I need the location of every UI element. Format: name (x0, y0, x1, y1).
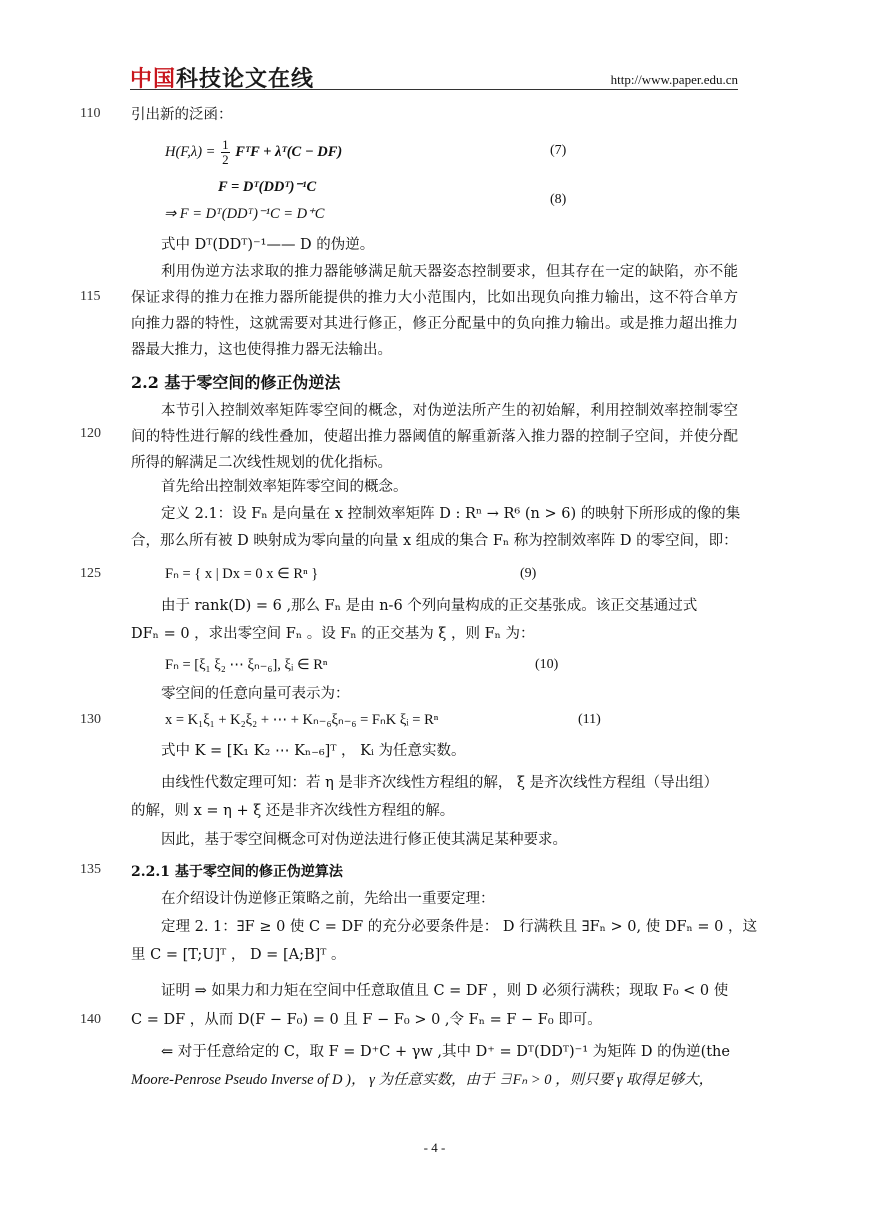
any-vector-text: 零空间的任意向量可表示为： (161, 686, 350, 702)
page-number: - 4 - (423, 1140, 446, 1155)
converse-line1: ⇐ 对于任意给定的 C，取 F = D⁺C + γw ,其中 D⁺ = Dᵀ(DDᵀ)⁻¹ 为矩阵 D 的伪逆(the (161, 1044, 730, 1060)
equation-9: Fₙ = { x | Dx = 0 x ∈ Rⁿ } (165, 566, 319, 582)
linear-algebra-line2: 的解，则 x = η + ξ 还是非齐次线性方程组的解。 (131, 803, 455, 819)
line-number: 120 (80, 426, 101, 441)
eq7-frac-num: 1 (222, 137, 229, 152)
equation-number-10: (10) (535, 657, 559, 672)
proof-line1: 证明 ⇒ 如果力和力矩在空间中任意取值且 C = DF ，则 D 必须行满秩；现取 F₀ < 0 使 (161, 983, 729, 999)
equation-number-7: (7) (550, 143, 567, 158)
theorem-2-1-line1: 定理 2. 1：∃F ≥ 0 使 C = DF 的充分必要条件是： D 行满秩且 ∃Fₙ > 0, 使 DFₙ = 0 ，这 (161, 919, 758, 935)
pseudo-inverse-note: 式中 Dᵀ(DDᵀ)⁻¹—— D 的伪逆。 (161, 237, 375, 253)
theorem-2-1-line2: 里 C = [T;U]ᵀ ， D = [A;B]ᵀ 。 (131, 947, 346, 963)
equation-11: x = K₁ξ₁ + K₂ξ₂ + ⋯ + Kₙ₋₆ξₙ₋₆ = FₙK ξᵢ = Rⁿ (165, 712, 439, 728)
definition-2-1-line1: 定义 2.1：设 Fₙ 是向量在 x 控制效率矩阵 D : Rⁿ → R⁶ (n > 6) 的映射下所形成的像的集 (161, 506, 741, 522)
rank-line2: DFₙ = 0 ，求出零空间 Fₙ 。设 Fₙ 的正交基为 ξ ，则 Fₙ 为： (131, 626, 535, 642)
linear-algebra-line1: 由线性代数定理可知：若 η 是非齐次线性方程组的解， ξ 是齐次线性方程组（导出组） (161, 775, 719, 791)
logo-dark-text: 科技论文在线 (176, 67, 315, 92)
equation-10: Fₙ = [ξ₁ ξ₂ ⋯ ξₙ₋₆], ξᵢ ∈ Rⁿ (165, 657, 328, 673)
equation-number-11: (11) (578, 712, 601, 727)
equation-number-8: (8) (550, 192, 567, 207)
proof-line2: C = DF ，从而 D(F − F₀) = 0 且 F − F₀ > 0 ,令 Fₙ = F − F₀ 即可。 (131, 1012, 602, 1028)
line-number: 140 (80, 1012, 101, 1027)
section-heading-2-2: 2.2 基于零空间的修正伪逆法 (131, 373, 341, 392)
subsection-heading-2-2-1: 2.2.1 基于零空间的修正伪逆算法 (131, 864, 343, 880)
eq7-rhs: FᵀF + λᵀ(C − DF) (235, 143, 343, 160)
before-theorem-text: 在介绍设计伪逆修正策略之前，先给出一重要定理： (161, 891, 495, 907)
converse-line2: Moore-Penrose Pseudo Inverse of D )， γ 为任意实数，由于 ∃Fₙ > 0 ，则只要 γ 取得足够大， (131, 1072, 714, 1088)
rank-line1: 由于 rank(D) = 6 ,那么 Fₙ 是由 n-6 个列向量构成的正交基张成。该正交基通过式 (161, 598, 698, 614)
header-url[interactable]: http://www.paper.edu.cn (610, 72, 738, 87)
equation-7 (165, 138, 342, 167)
paragraph-pseudo-inverse-limits: 利用伪逆方法求取的推力器能够满足航天器姿态控制要求，但其存在一定的缺陷，亦不能保证求得的推力在推力器所能提供的推力大小范围内，比如出现负向推力输出，这不符合单方向推力器的特性，这就需要对其进行修正，修正分配量中的负向推力输出。或是推力超出推力器最大推力，这也使得推力器无法输出。 (131, 264, 738, 358)
line-number: 125 (80, 566, 101, 581)
line-number: 130 (80, 712, 101, 727)
therefore-text: 因此，基于零空间概念可对伪逆法进行修正使其满足某种要求。 (161, 832, 567, 848)
logo-red-text: 中国 (130, 67, 177, 92)
equation-8a: F = Dᵀ(DDᵀ)⁻¹C (218, 179, 317, 195)
equation-number-9: (9) (520, 566, 537, 581)
line-number: 110 (80, 106, 101, 121)
eq7-frac-den: 2 (222, 152, 229, 167)
eq7-fraction (221, 138, 230, 167)
line-number: 135 (80, 862, 101, 877)
equation-8b: ⇒ F = Dᵀ(DDᵀ)⁻¹C = D⁺C (164, 206, 325, 222)
where-K-text: 式中 K = [K₁ K₂ ⋯ Kₙ₋₆]ᵀ ， Kᵢ 为任意实数。 (161, 743, 466, 759)
paragraph-null-space-intro: 本节引入控制效率矩阵零空间的概念，对伪逆法所产生的初始解，利用控制效率控制零空间的特性进行解的线性叠加，使超出推力器阈值的解重新落入推力器的控制子空间，并使分配所得的解满足二次线性规划的优化指标。 (131, 403, 738, 471)
null-space-concept: 首先给出控制效率矩阵零空间的概念。 (161, 479, 408, 495)
header-rule (130, 89, 738, 90)
intro-text: 引出新的泛函： (131, 107, 233, 123)
line-number: 115 (80, 289, 101, 304)
eq7-lhs: H(F,λ) = (165, 143, 216, 160)
definition-2-1-line2: 合，那么所有被 D 映射成为零向量的向量 x 组成的集合 Fₙ 称为控制效率阵 D 的零空间，即： (131, 533, 738, 549)
